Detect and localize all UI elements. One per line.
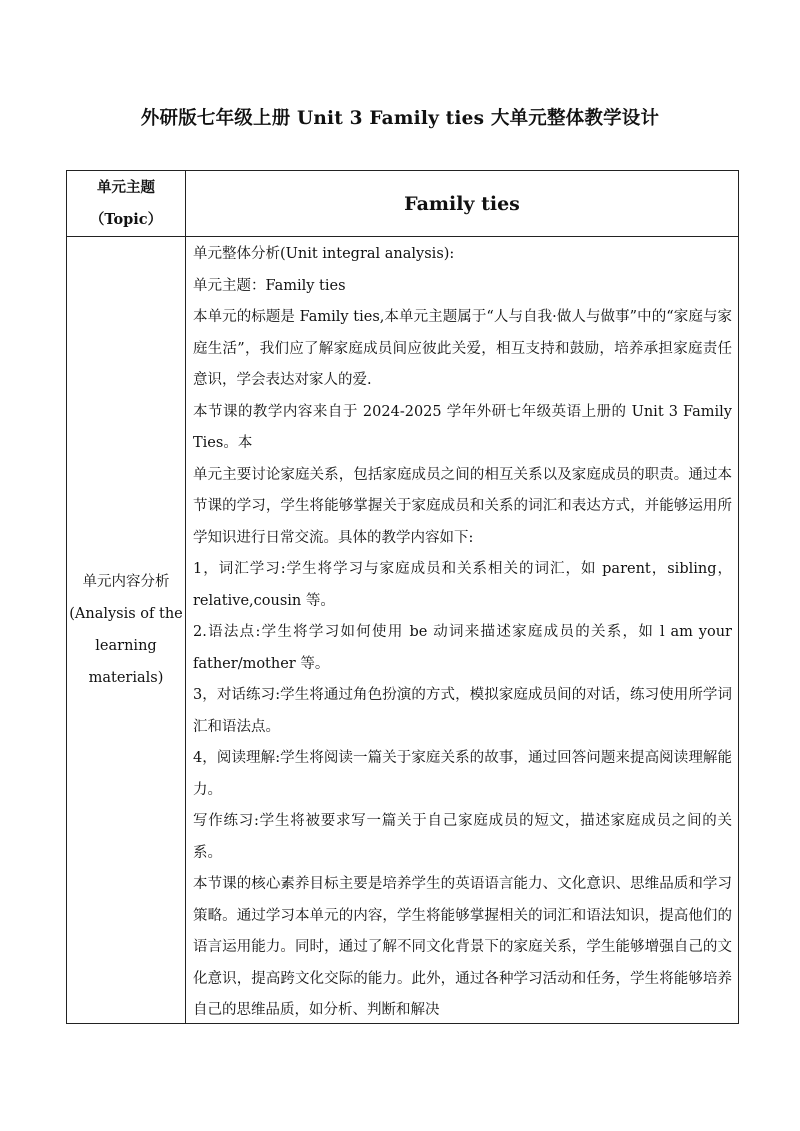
content-paragraph: 单元主要讨论家庭关系，包括家庭成员之间的相互关系以及家庭成员的职责。通过本节课的学习，学生将能够掌握关于家庭成员和关系的词汇和表达方式，并能够运用所学知识进行日常交流。具体的教学内容如下: (193, 466, 732, 546)
content-paragraph: 单元整体分析(Unit integral analysis): (193, 246, 455, 262)
analysis-label-line: materials) (88, 670, 164, 686)
content-paragraph: 本单元的标题是 Family ties,本单元主题属于“人与自我·做人与做事”中的“家庭与家庭生活”，我们应了解家庭成员间应彼此关爱，相互支持和鼓励，培养承担家庭责任意识，学会表达对家人的爱. (193, 309, 732, 388)
topic-value-cell (186, 171, 739, 237)
document-title: 外研版七年级上册 Unit 3 Family ties 大单元整体教学设计 (140, 108, 660, 129)
analysis-row (67, 237, 739, 1024)
topic-label-zh: 单元主题 (97, 178, 155, 196)
topic-row (67, 171, 739, 237)
topic-label-en: （Topic） (89, 210, 163, 228)
analysis-content-cell (186, 237, 739, 1024)
analysis-label-line: 单元内容分析 (82, 574, 170, 590)
analysis-label-line: learning (95, 638, 157, 654)
topic-label-cell (67, 171, 186, 237)
content-paragraph: 本节课的教学内容来自于 2024-2025 学年外研七年级英语上册的 Unit 3 Family Ties。本 (193, 403, 732, 451)
analysis-label-line: (Analysis of the (69, 606, 183, 622)
content-paragraph: 本节课的核心素养目标主要是培养学生的英语语言能力、文化意识、思维品质和学习策略。通过学习本单元的内容，学生将能够掌握相关的词汇和语法知识，提高他们的语言运用能力。同时，通过了解不同文化背景下的家庭关系，学生能够增强自己的文化意识，提高跨文化交际的能力。此外，通过各种学习活动和任务，学生将能够培养自己的思维品质，如分析、判断和解决 (193, 876, 732, 1018)
content-paragraph: 写作练习:学生将被要求写一篇关于自己家庭成员的短文，描述家庭成员之间的关系。 (193, 813, 732, 861)
topic-value: Family ties (404, 192, 520, 215)
content-paragraph: 4，阅读理解:学生将阅读一篇关于家庭关系的故事，通过回答问题来提高阅读理解能力。 (193, 750, 732, 798)
content-paragraph: 单元主题：Family ties (193, 277, 346, 294)
analysis-label-cell (67, 237, 186, 1024)
content-paragraph: 1，词汇学习:学生将学习与家庭成员和关系相关的词汇，如 parent，sibling，relative,cousin 等。 (193, 561, 732, 609)
unit-design-table (66, 170, 739, 1024)
analysis-content (186, 237, 738, 1023)
content-paragraph: 2.语法点:学生将学习如何使用 be 动词来描述家庭成员的关系，如 l am your father/mother 等。 (193, 624, 732, 672)
content-paragraph: 3，对话练习:学生将通过角色扮演的方式，模拟家庭成员间的对话，练习使用所学词汇和语法点。 (193, 687, 732, 735)
